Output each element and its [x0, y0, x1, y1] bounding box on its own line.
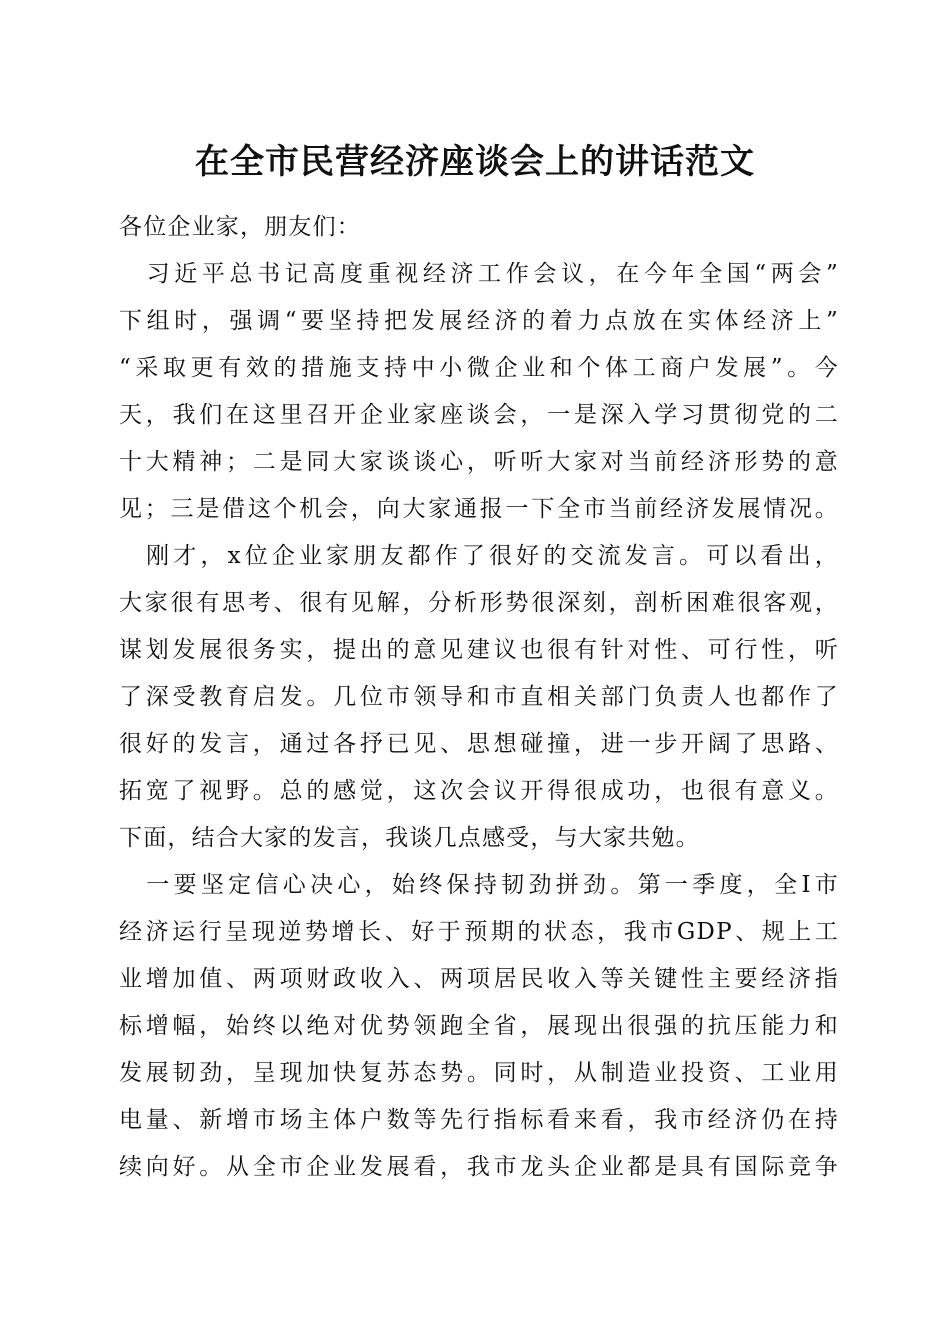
paragraph-line: 下组时，强调“要坚持把发展经济的着力点放在实体经济上” — [119, 308, 839, 334]
paragraph-line: 标增幅，始终以绝对优势领跑全省，展现出很强的抗压能力和 — [119, 1013, 839, 1039]
paragraph-line: 天，我们在这里召开企业家座谈会，一是深入学习贯彻党的二 — [119, 402, 839, 428]
document-title: 在全市民营经济座谈会上的讲话范文 — [195, 142, 755, 182]
paragraph-line: 习近平总书记高度重视经济工作会议，在今年全国“两会” — [119, 261, 839, 287]
paragraph-line: 一要坚定信心决心，始终保持韧劲拼劲。第一季度，全Ⅰ市 — [119, 872, 839, 898]
paragraph-line: 见；三是借这个机会，向大家通报一下全市当前经济发展情况。 — [119, 496, 839, 522]
salutation-line: 各位企业家，朋友们： — [119, 214, 361, 240]
document-body — [119, 204, 839, 1191]
paragraph-line: 电量、新增市场主体户数等先行指标看来看，我市经济仍在持 — [119, 1107, 839, 1133]
paragraph-line: 下面，结合大家的发言，我谈几点感受，与大家共勉。 — [119, 825, 700, 851]
paragraph-line: 大家很有思考、很有见解，分析形势很深刻，剖析困难很客观， — [119, 590, 839, 616]
paragraph-line: “采取更有效的措施支持中小微企业和个体工商户发展”。今 — [119, 355, 839, 381]
paragraph-line: 续向好。从全市企业发展看，我市龙头企业都是具有国际竞争 — [119, 1154, 839, 1180]
paragraph-line: 很好的发言，通过各抒已见、思想碰撞，进一步开阔了思路、 — [119, 731, 839, 757]
paragraph-line: 拓宽了视野。总的感觉，这次会议开得很成功，也很有意义。 — [119, 778, 839, 804]
paragraph-line: 刚才，x位企业家朋友都作了很好的交流发言。可以看出， — [119, 543, 839, 569]
paragraph-line: 发展韧劲，呈现加快复苏态势。同时，从制造业投资、工业用 — [119, 1060, 839, 1086]
paragraph-line: 业增加值、两项财政收入、两项居民收入等关键性主要经济指 — [119, 966, 839, 992]
paragraph-line: 了深受教育启发。几位市领导和市直相关部门负责人也都作了 — [119, 684, 839, 710]
paragraph-line: 经济运行呈现逆势增长、好于预期的状态，我市GDP、规上工 — [119, 919, 839, 945]
paragraph-line: 谋划发展很务实，提出的意见建议也很有针对性、可行性，听 — [119, 637, 839, 663]
paragraph-line: 十大精神；二是同大家谈谈心，听听大家对当前经济形势的意 — [119, 449, 839, 475]
